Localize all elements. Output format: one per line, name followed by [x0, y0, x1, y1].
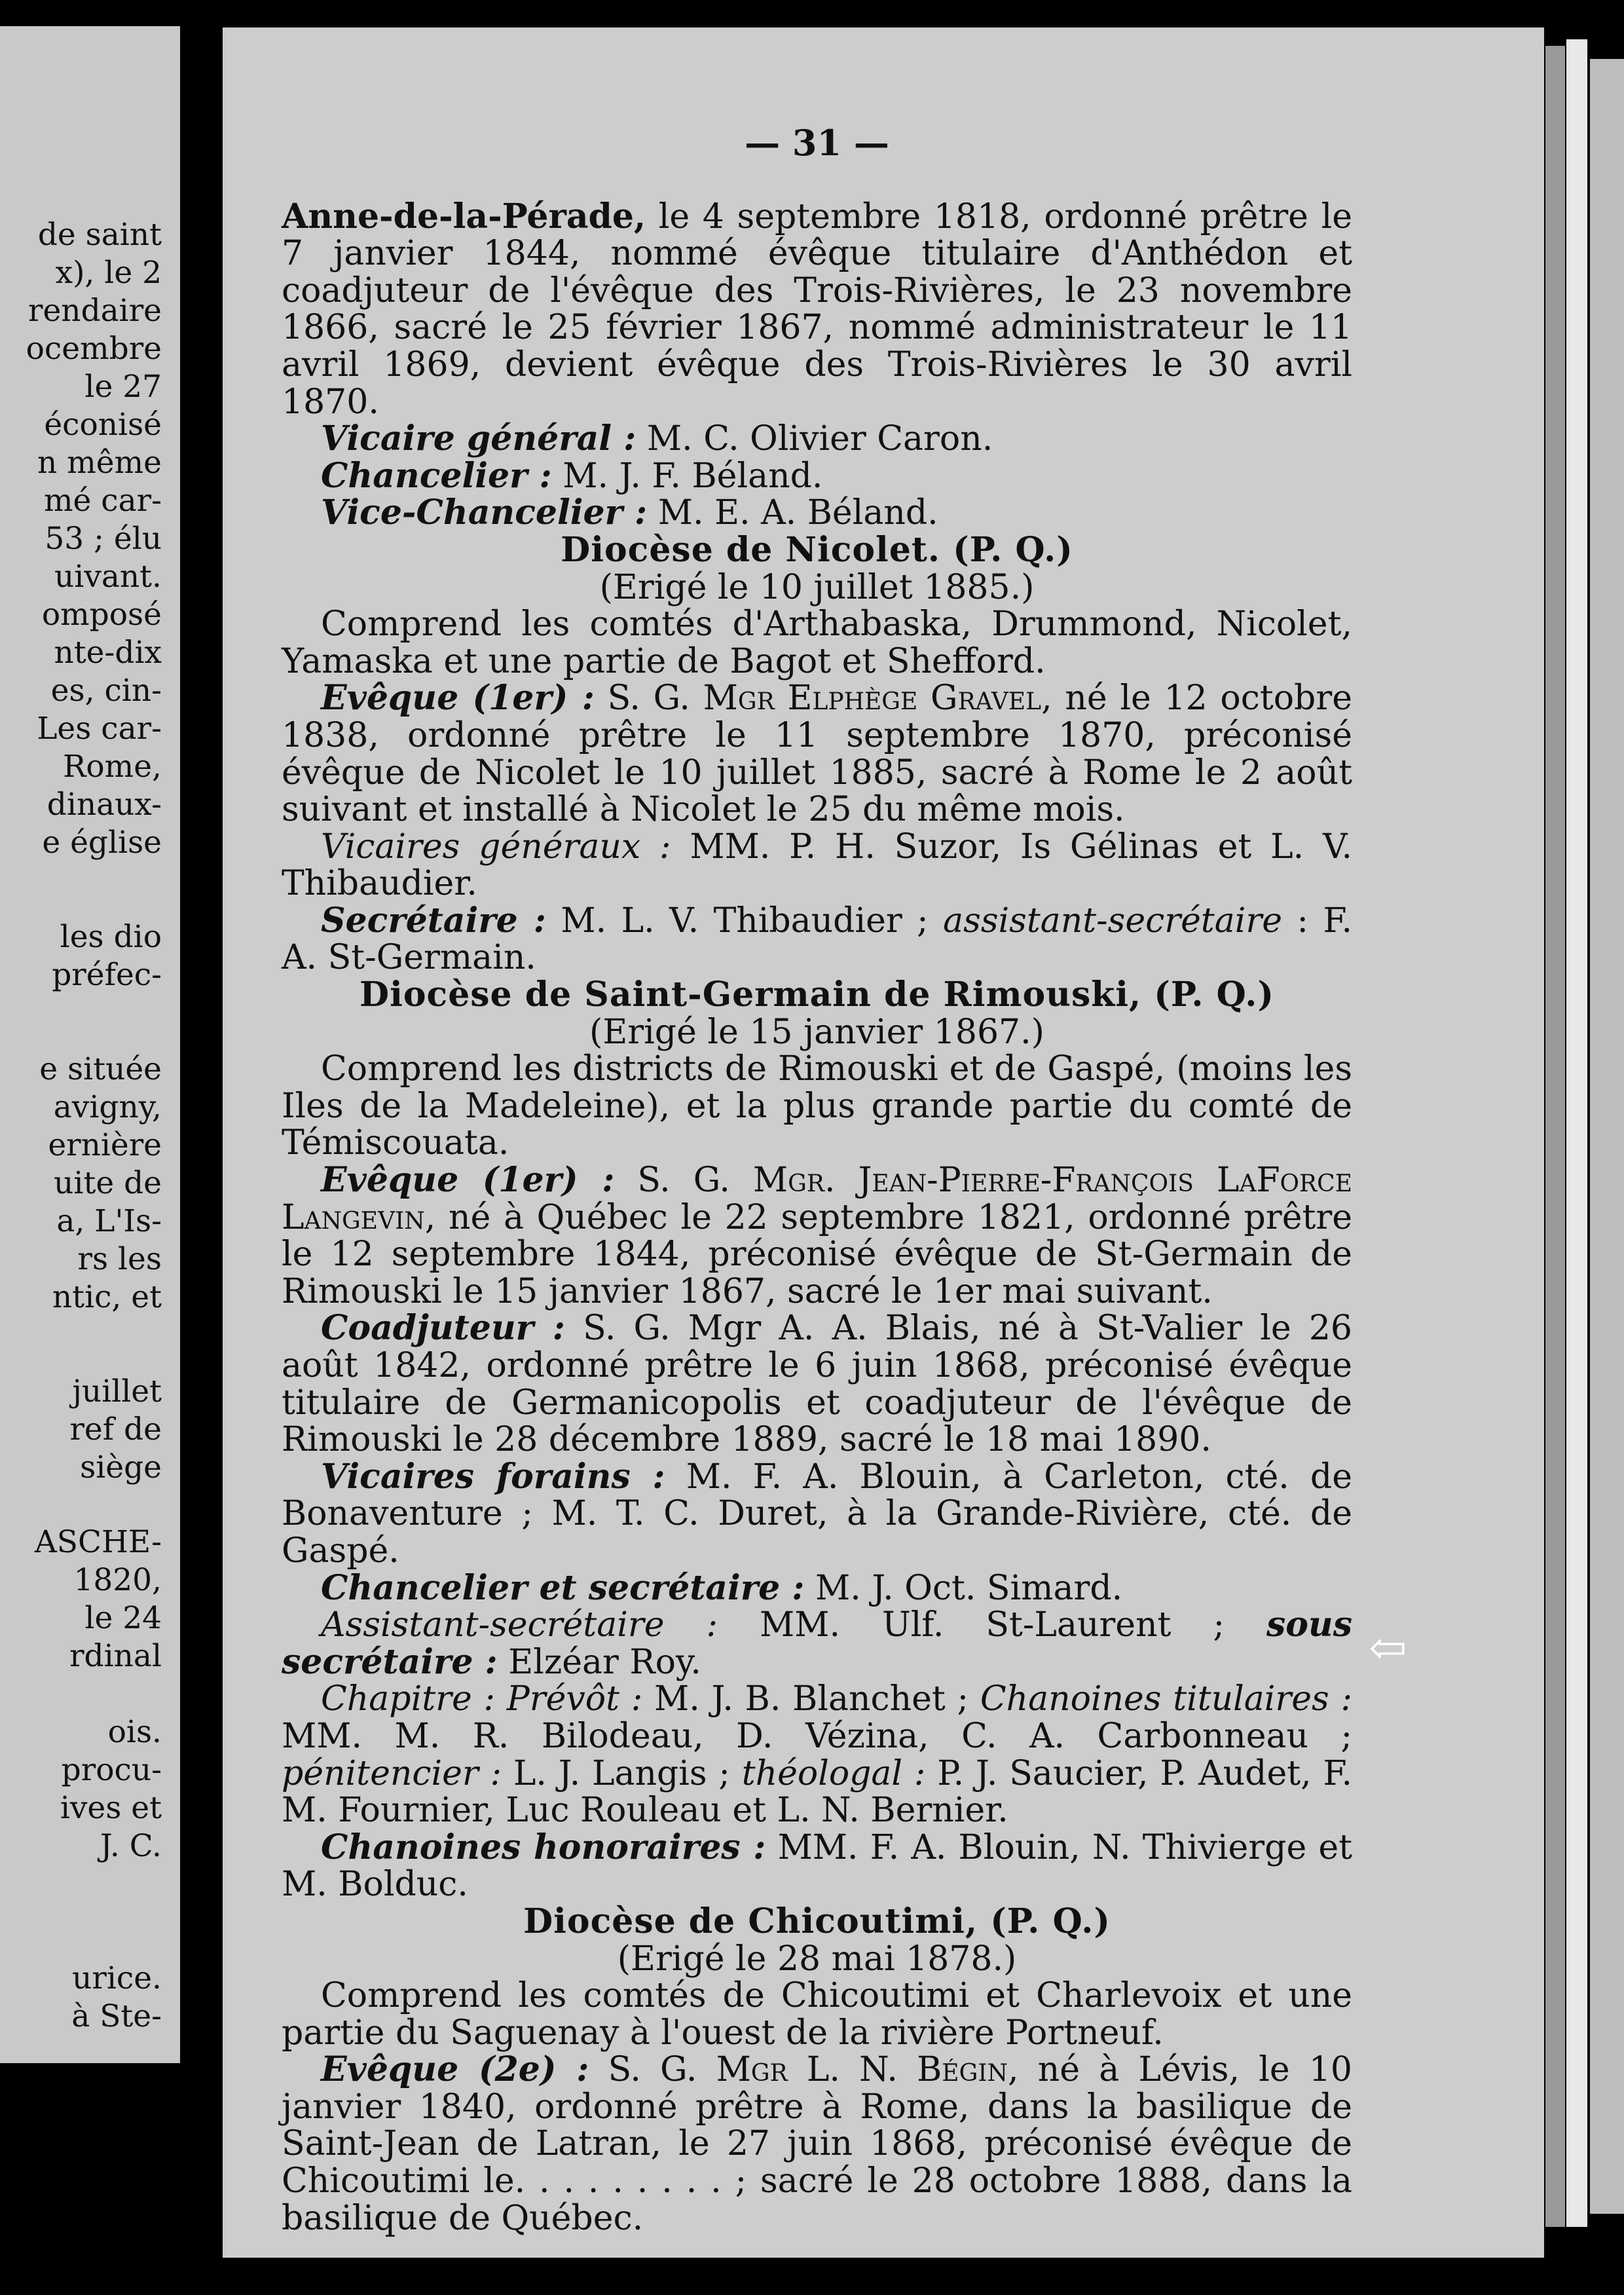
pointing-arrow-icon: ⇦: [1369, 1621, 1407, 1675]
left-page-line: dinaux-: [46, 787, 162, 823]
left-page-line: rdinal: [69, 1638, 162, 1674]
left-page-line: J. C.: [100, 1828, 162, 1864]
vice-chancellor-line: Vice-Chancelier : M. E. A. Béland.: [321, 493, 938, 533]
diocese-rimouski-bishop: Evêque (1er) : S. G. Mgr. Jean-Pierre-François LaForce Langevin, né à Québec le 22 septembre 1821, ordonné prêtre le 12 septembre 1844, préconisé évêque de St-Germain de Rimouski le 15 janvier 1867, sacré le 1er mai suivant.: [282, 1160, 1352, 1311]
left-page-line: avigny,: [53, 1089, 162, 1125]
diocese-nicolet-secretary: Secrétaire : M. L. V. Thibaudier ; assistant-secrétaire : F. A. St-Germain.: [282, 900, 1352, 978]
left-page-line: n même: [37, 445, 162, 481]
left-page-line: e située: [39, 1051, 162, 1087]
diocese-rimouski-heading: Diocèse de Saint-Germain de Rimouski, (P. Q.): [360, 975, 1274, 1015]
left-page-line: 1820,: [73, 1562, 162, 1598]
left-page-line: ntic, et: [52, 1279, 162, 1315]
left-page-line: ernière: [48, 1127, 162, 1163]
left-page-line: le 27: [84, 369, 162, 405]
left-page-line: e église: [42, 825, 162, 861]
left-page-line: urice.: [72, 1960, 162, 1996]
diocese-rimouski-vicars-forains: Vicaires forains : M. F. A. Blouin, à Carleton, cté. de Bonaventure ; M. T. C. Duret, à la Grande-Rivière, cté. de Gaspé.: [282, 1456, 1352, 1571]
page-edge: [1545, 46, 1565, 2227]
left-page-line: ref de: [69, 1411, 162, 1447]
left-page-line: x), le 2: [55, 255, 162, 291]
bishop-biography-continued: Anne-de-la-Pérade, le 4 septembre 1818, ordonné prêtre le 7 janvier 1844, nommé évêque titulaire d'Anthédon et coadjuteur de l'évêque des Trois-Rivières, le 23 novembre 1866, sacré le 25 février 1867, nommé administrateur le 11 avril 1869, devient évêque des Trois-Rivières le 30 avril 1870.: [282, 196, 1352, 422]
diocese-chicoutimi-erected: (Erigé le 28 mai 1878.): [617, 1939, 1017, 1979]
left-page-line: de saint: [37, 217, 162, 253]
left-page-line: ASCHE-: [34, 1524, 162, 1560]
vicar-general-line: Vicaire général : M. C. Olivier Caron.: [321, 419, 993, 459]
left-page-line: siège: [80, 1449, 162, 1485]
left-page-line: juillet: [72, 1373, 162, 1409]
diocese-rimouski-territory: Comprend les districts de Rimouski et de Gaspé, (moins les Iles de la Madeleine), et la plus grande partie du comté de Témiscouata.: [282, 1049, 1352, 1163]
left-page-line: ois.: [107, 1714, 162, 1750]
diocese-nicolet-erected: (Erigé le 10 juillet 1885.): [599, 567, 1035, 607]
diocese-nicolet-vicars: Vicaires généraux : MM. P. H. Suzor, Is Gélinas et L. V. Thibaudier.: [282, 827, 1352, 904]
left-page-line: à Ste-: [71, 1998, 162, 2034]
diocese-rimouski-chancellor: Chancelier et secrétaire : M. J. Oct. Simard.: [321, 1567, 1123, 1608]
diocese-rimouski-honorary-canons: Chanoines honoraires : MM. F. A. Blouin, N. Thivierge et M. Bolduc.: [282, 1827, 1353, 1905]
chancellor-line: Chancelier : M. J. F. Béland.: [321, 455, 823, 496]
left-page-line: nte-dix: [54, 635, 162, 671]
diocese-chicoutimi-bishop: Evêque (2e) : S. G. Mgr L. N. Bégin, né à Lévis, le 10 janvier 1840, ordonné prêtre à Rome, dans la basilique de Saint-Jean de Latran, le 27 juin 1868, préconisé évêque de Chicoutimi le. . . . . . . . . ; sacré le 28 octobre 1888, dans la basilique de Québec.: [282, 2049, 1352, 2238]
left-page-line: 53 ; élu: [45, 521, 162, 557]
left-page-line: le 24: [84, 1600, 162, 1636]
diocese-rimouski-erected: (Erigé le 15 janvier 1867.): [589, 1012, 1044, 1052]
page-edge: [1566, 39, 1587, 2227]
left-page-line: Les car-: [37, 711, 162, 747]
left-page-line: omposé: [41, 597, 162, 633]
left-page-line: procu-: [61, 1752, 162, 1788]
left-page-line: préfec-: [52, 957, 162, 993]
diocese-rimouski-coadjutor: Coadjuteur : S. G. Mgr A. A. Blais, né à St-Valier le 26 août 1842, ordonné prêtre le 6 juin 1868, préconisé évêque titulaire de Germanicopolis et coadjuteur de l'évêque de Rimouski le 28 décembre 1889, sacré le 18 mai 1890.: [282, 1308, 1352, 1460]
left-page-line: Rome,: [62, 749, 162, 785]
diocese-rimouski-chapter: Chapitre : Prévôt : M. J. B. Blanchet ; Chanoines titulaires : MM. M. R. Bilodeau, D. Vézina, C. A. Carbonneau ; pénitencier : L. J. Langis ; théologal : P. J. Saucier, P. Audet, F. M. Fournier, Luc Rouleau et L. N. Bernier.: [282, 1679, 1353, 1831]
left-page-line: mé car-: [43, 483, 162, 519]
left-page-line: les dio: [60, 919, 162, 955]
left-page-line: ocembre: [26, 331, 162, 367]
left-page-line: es, cin-: [50, 673, 162, 709]
diocese-chicoutimi-territory: Comprend les comtés de Chicoutimi et Charlevoix et une partie du Saguenay à l'ouest de la rivière Portneuf.: [282, 1976, 1352, 2053]
left-page-line: rs les: [77, 1241, 162, 1277]
page-text: [282, 124, 1352, 2237]
left-page-line: éconisé: [44, 407, 162, 443]
diocese-nicolet-bishop: Evêque (1er) : S. G. Mgr Elphège Gravel, né le 12 octobre 1838, ordonné prêtre le 11 septembre 1870, préconisé évêque de Nicolet le 10 juillet 1885, sacré à Rome le 2 août suivant et installé à Nicolet le 25 du même mois.: [282, 678, 1352, 830]
left-page-line: a, L'Is-: [56, 1203, 162, 1239]
diocese-rimouski-assistant: Assistant-secrétaire : MM. Ulf. St-Laurent ; sous secrétaire : Elzéar Roy.: [282, 1605, 1352, 1682]
left-page-fragment: [0, 26, 180, 2063]
left-page-line: uite de: [54, 1165, 162, 1201]
diocese-chicoutimi-heading: Diocèse de Chicoutimi, (P. Q.): [523, 1901, 1111, 1941]
left-page-line: rendaire: [28, 293, 162, 329]
diocese-nicolet-territory: Comprend les comtés d'Arthabaska, Drummond, Nicolet, Yamaska et une partie de Bagot et Shefford.: [282, 605, 1352, 681]
left-page-line: ives et: [60, 1790, 162, 1826]
book-gutter: [180, 26, 222, 2260]
diocese-nicolet-heading: Diocèse de Nicolet. (P. Q.): [561, 529, 1073, 570]
page-number: — 31 —: [745, 122, 889, 164]
left-page-line: uivant.: [54, 559, 162, 595]
page-edge: [1590, 59, 1624, 2214]
